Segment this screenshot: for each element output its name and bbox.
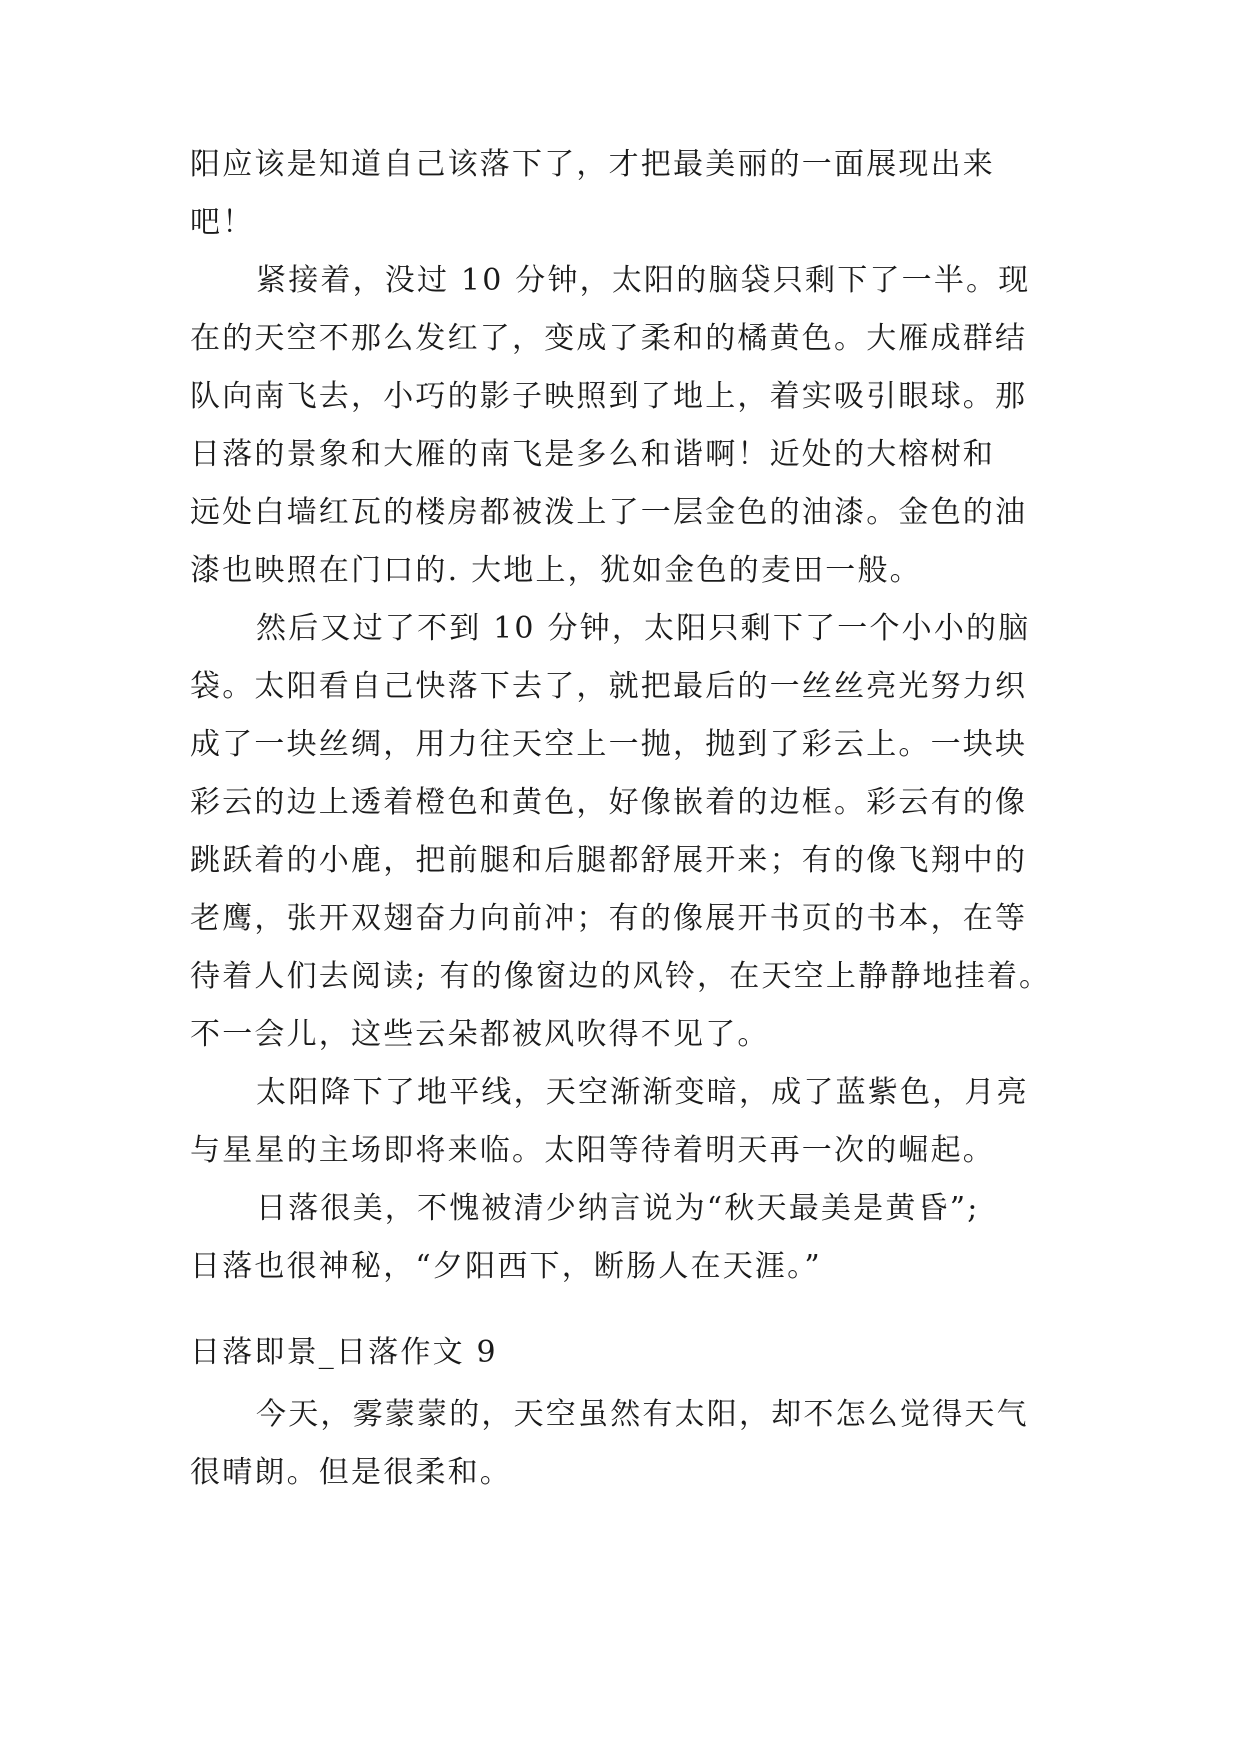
text-line: 阳应该是知道自己该落下了，才把最美丽的一面展现出来 bbox=[190, 147, 995, 182]
text-line: 然后又过了不到 10 分钟，太阳只剩下了一个小小的脑 bbox=[256, 611, 1031, 646]
text-line: 远处白墙红瓦的楼房都被泼上了一层金色的油漆。金色的油 bbox=[190, 495, 1028, 530]
text-line: 日落的景象和大雁的南飞是多么和谐啊！近处的大榕树和 bbox=[190, 437, 995, 472]
text-line: 漆也映照在门口的. 大地上，犹如金色的麦田一般。 bbox=[190, 553, 922, 588]
text-line: 彩云的边上透着橙色和黄色，好像嵌着的边框。彩云有的像 bbox=[190, 785, 1028, 820]
text-line: 太阳降下了地平线，天空渐渐变暗，成了蓝紫色，月亮 bbox=[256, 1075, 1029, 1110]
body-text-block-1 bbox=[190, 136, 1050, 1296]
text-line: 日落很美，不愧被清少纳言说为“秋天最美是黄昏”; bbox=[256, 1191, 980, 1226]
text-line: 吧！ bbox=[190, 205, 255, 240]
body-text-block-2 bbox=[190, 1386, 1050, 1502]
text-line: 队向南飞去，小巧的影子映照到了地上，着实吸引眼球。那 bbox=[190, 379, 1028, 414]
text-line: 跳跃着的小鹿，把前腿和后腿都舒展开来；有的像飞翔中的 bbox=[190, 843, 1028, 878]
text-line: 与星星的主场即将来临。太阳等待着明天再一次的崛起。 bbox=[190, 1133, 995, 1168]
text-line: 待着人们去阅读; 有的像窗边的风铃，在天空上静静地挂着。 bbox=[190, 959, 1052, 994]
text-line: 袋。太阳看自己快落下去了，就把最后的一丝丝亮光努力织 bbox=[190, 669, 1028, 704]
text-line: 不一会儿，这些云朵都被风吹得不见了。 bbox=[190, 1017, 770, 1052]
section-heading: 日落即景_日落作文 9 bbox=[190, 1335, 498, 1370]
text-line: 日落也很神秘，“夕阳西下，断肠人在天涯。” bbox=[190, 1249, 822, 1284]
text-line: 成了一块丝绸，用力往天空上一抛，抛到了彩云上。一块块 bbox=[190, 727, 1028, 762]
text-line: 今天，雾蒙蒙的，天空虽然有太阳，却不怎么觉得天气 bbox=[256, 1397, 1029, 1432]
text-line: 老鹰，张开双翅奋力向前冲；有的像展开书页的书本，在等 bbox=[190, 901, 1028, 936]
text-line: 在的天空不那么发红了，变成了柔和的橘黄色。大雁成群结 bbox=[190, 321, 1028, 356]
text-line: 很晴朗。但是很柔和。 bbox=[190, 1455, 512, 1490]
text-line: 紧接着，没过 10 分钟，太阳的脑袋只剩下了一半。现 bbox=[256, 263, 1031, 298]
